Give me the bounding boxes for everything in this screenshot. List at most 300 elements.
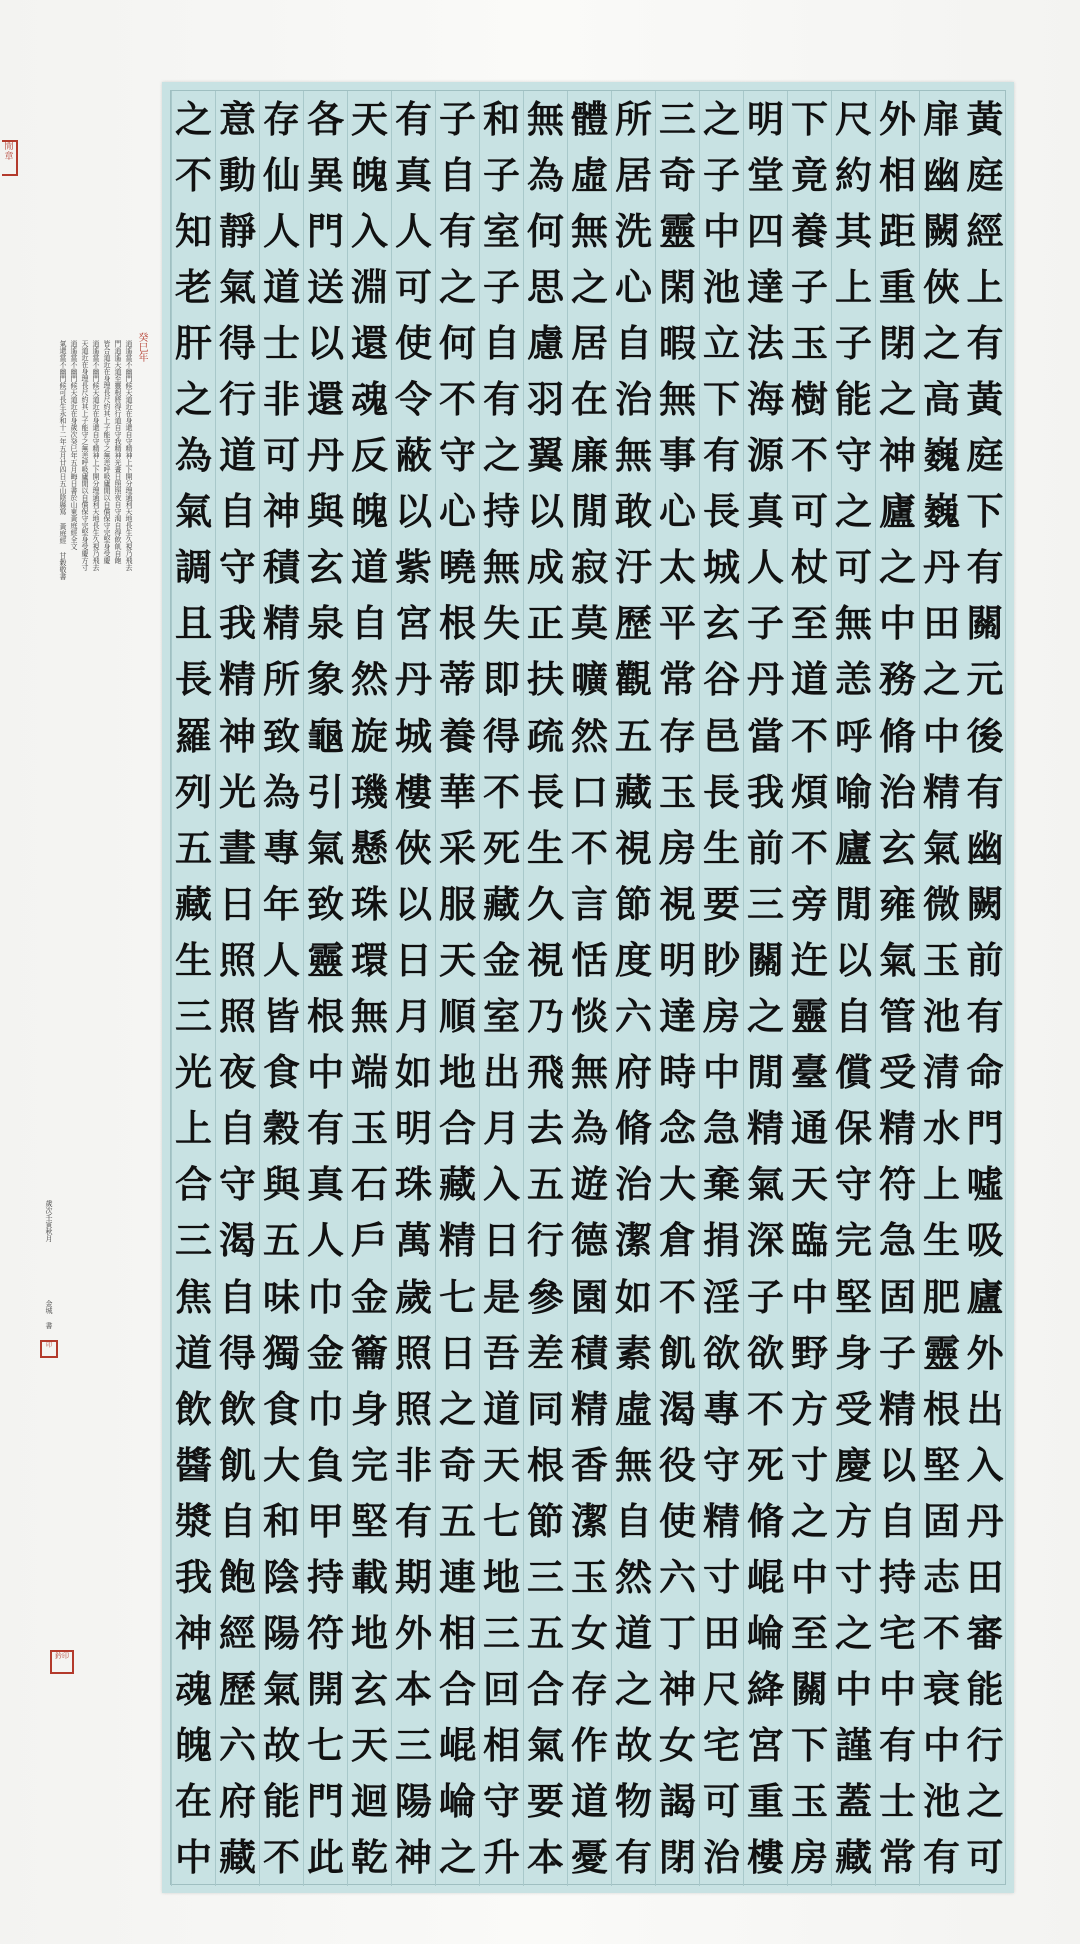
calligraphy-character: 六 bbox=[615, 994, 652, 1039]
calligraphy-character: 中 bbox=[791, 1554, 828, 1599]
calligraphy-character: 丹 bbox=[966, 1498, 1004, 1543]
calligraphy-character: 持 bbox=[483, 489, 520, 534]
calligraphy-character: 經 bbox=[219, 1611, 256, 1656]
calligraphy-character: 自 bbox=[879, 1498, 916, 1543]
calligraphy-character: 然 bbox=[615, 1554, 652, 1599]
calligraphy-character: 相 bbox=[879, 152, 916, 197]
calligraphy-character: 有 bbox=[966, 994, 1004, 1039]
calligraphy-character: 自 bbox=[219, 1274, 256, 1319]
calligraphy-character: 恬 bbox=[571, 937, 608, 982]
calligraphy-character: 三 bbox=[747, 881, 784, 926]
calligraphy-character: 丁 bbox=[659, 1611, 696, 1656]
calligraphy-character: 中 bbox=[835, 1667, 872, 1712]
calligraphy-character: 中 bbox=[703, 208, 740, 253]
calligraphy-character: 之 bbox=[439, 1835, 476, 1880]
calligraphy-character: 要 bbox=[703, 881, 740, 926]
calligraphy-character: 氣 bbox=[527, 1723, 564, 1768]
calligraphy-character: 方 bbox=[835, 1498, 872, 1543]
inscription-seal: 印 bbox=[40, 1340, 58, 1358]
calligraphy-character: 之 bbox=[835, 489, 872, 534]
calligraphy-character: 蒂 bbox=[439, 657, 476, 702]
calligraphy-character: 士 bbox=[263, 320, 300, 365]
calligraphy-character: 廬 bbox=[966, 1274, 1004, 1319]
calligraphy-character: 守 bbox=[219, 1162, 256, 1207]
calligraphy-character: 藏 bbox=[615, 769, 652, 814]
inscription-line: 門逍遙天道至靈根將得行道自守我精神光晝日照照夜自守渴自得飲飢自飽 bbox=[114, 340, 122, 564]
calligraphy-character: 自 bbox=[351, 601, 388, 646]
calligraphy-character: 有 bbox=[439, 208, 476, 253]
calligraphy-character: 夜 bbox=[219, 1050, 256, 1095]
calligraphy-character: 還 bbox=[351, 320, 388, 365]
calligraphy-character: 靈 bbox=[659, 208, 696, 253]
calligraphy-character: 閉 bbox=[659, 1835, 696, 1880]
calligraphy-character: 年 bbox=[263, 881, 300, 926]
calligraphy-character: 非 bbox=[263, 377, 300, 422]
calligraphy-character: 念 bbox=[659, 1106, 696, 1151]
calligraphy-character: 魄 bbox=[351, 152, 388, 197]
calligraphy-character: 神 bbox=[879, 433, 916, 478]
calligraphy-character: 生 bbox=[527, 825, 564, 870]
calligraphy-character: 自 bbox=[615, 320, 652, 365]
calligraphy-character: 反 bbox=[351, 433, 388, 478]
calligraphy-character: 無 bbox=[571, 1050, 608, 1095]
calligraphy-character: 迴 bbox=[351, 1779, 388, 1824]
calligraphy-character: 得 bbox=[219, 320, 256, 365]
calligraphy-character: 死 bbox=[747, 1442, 784, 1487]
calligraphy-character: 守 bbox=[219, 545, 256, 590]
calligraphy-character: 尺 bbox=[835, 96, 872, 141]
calligraphy-character: 和 bbox=[483, 96, 520, 141]
calligraphy-character: 龜 bbox=[307, 713, 344, 758]
calligraphy-character: 天 bbox=[791, 1162, 828, 1207]
calligraphy-character: 玄 bbox=[879, 825, 916, 870]
calligraphy-character: 呼 bbox=[835, 713, 872, 758]
calligraphy-character: 有 bbox=[395, 96, 432, 141]
calligraphy-character: 子 bbox=[791, 264, 828, 309]
calligraphy-character: 可 bbox=[703, 1779, 740, 1824]
calligraphy-character: 固 bbox=[923, 1498, 960, 1543]
calligraphy-character: 黃 bbox=[966, 377, 1004, 422]
calligraphy-character: 淵 bbox=[351, 264, 388, 309]
calligraphy-character: 俠 bbox=[395, 825, 432, 870]
calligraphy-character: 旋 bbox=[351, 713, 388, 758]
calligraphy-character: 出 bbox=[966, 1386, 1004, 1431]
calligraphy-character: 在 bbox=[571, 377, 608, 422]
calligraphy-character: 明 bbox=[747, 96, 784, 141]
calligraphy-column bbox=[919, 91, 963, 1886]
calligraphy-character: 邑 bbox=[703, 713, 740, 758]
calligraphy-character: 堅 bbox=[351, 1498, 388, 1543]
calligraphy-character: 俠 bbox=[923, 264, 960, 309]
calligraphy-character: 藏 bbox=[483, 881, 520, 926]
calligraphy-character: 眇 bbox=[703, 937, 740, 982]
calligraphy-character: 噓 bbox=[966, 1162, 1004, 1207]
calligraphy-character: 中 bbox=[879, 1667, 916, 1712]
calligraphy-column bbox=[479, 91, 523, 1886]
calligraphy-character: 長 bbox=[527, 769, 564, 814]
calligraphy-character: 真 bbox=[395, 152, 432, 197]
calligraphy-character: 乾 bbox=[351, 1835, 388, 1880]
calligraphy-character: 之 bbox=[879, 545, 916, 590]
calligraphy-character: 幽 bbox=[923, 152, 960, 197]
calligraphy-character: 視 bbox=[659, 881, 696, 926]
calligraphy-character: 得 bbox=[219, 1330, 256, 1375]
calligraphy-character: 闕 bbox=[966, 881, 1004, 926]
calligraphy-character: 可 bbox=[395, 264, 432, 309]
calligraphy-character: 穀 bbox=[263, 1106, 300, 1151]
calligraphy-character: 根 bbox=[439, 601, 476, 646]
calligraphy-character: 崐 bbox=[747, 1554, 784, 1599]
calligraphy-character: 得 bbox=[483, 713, 520, 758]
calligraphy-character: 前 bbox=[966, 937, 1004, 982]
calligraphy-character: 乃 bbox=[527, 994, 564, 1039]
calligraphy-character: 意 bbox=[219, 96, 256, 141]
calligraphy-character: 野 bbox=[791, 1330, 828, 1375]
calligraphy-character: 道 bbox=[175, 1330, 212, 1375]
calligraphy-character: 旁 bbox=[791, 881, 828, 926]
calligraphy-character: 肥 bbox=[923, 1274, 960, 1319]
calligraphy-character: 皆 bbox=[263, 994, 300, 1039]
calligraphy-character: 通 bbox=[791, 1106, 828, 1151]
calligraphy-character: 各 bbox=[307, 96, 344, 141]
calligraphy-character: 飽 bbox=[219, 1554, 256, 1599]
calligraphy-character: 陽 bbox=[395, 1779, 432, 1824]
calligraphy-character: 自 bbox=[219, 1498, 256, 1543]
calligraphy-character: 外 bbox=[879, 96, 916, 141]
inscription-line: 皆合道近在身理長尺約其上子能守之無恙呼吸廬閒以自償保守完堅身受慶 bbox=[103, 340, 111, 564]
calligraphy-character: 居 bbox=[615, 152, 652, 197]
calligraphy-character: 閒 bbox=[571, 489, 608, 534]
calligraphy-character: 後 bbox=[966, 713, 1004, 758]
calligraphy-character: 海 bbox=[747, 377, 784, 422]
calligraphy-character: 神 bbox=[263, 489, 300, 534]
calligraphy-character: 何 bbox=[439, 320, 476, 365]
calligraphy-character: 心 bbox=[615, 264, 652, 309]
inscription-line: 氣還當不幽門候可長生永和十二年五月廿四日五山陰縣寫 黃庭經 甘穀敬書 bbox=[59, 340, 67, 580]
calligraphy-character: 節 bbox=[615, 881, 652, 926]
calligraphy-character: 之 bbox=[483, 433, 520, 478]
calligraphy-character: 七 bbox=[439, 1274, 476, 1319]
calligraphy-character: 捐 bbox=[703, 1218, 740, 1263]
calligraphy-character: 六 bbox=[659, 1554, 696, 1599]
calligraphy-character: 使 bbox=[659, 1498, 696, 1543]
calligraphy-character: 天 bbox=[351, 96, 388, 141]
calligraphy-column bbox=[215, 91, 259, 1886]
calligraphy-character: 氣 bbox=[175, 489, 212, 534]
calligraphy-character: 中 bbox=[307, 1050, 344, 1095]
calligraphy-character: 敢 bbox=[615, 489, 652, 534]
calligraphy-character: 醬 bbox=[175, 1442, 212, 1487]
calligraphy-character: 子 bbox=[703, 152, 740, 197]
calligraphy-character: 房 bbox=[791, 1835, 828, 1880]
calligraphy-character: 靈 bbox=[791, 994, 828, 1039]
calligraphy-character: 金 bbox=[351, 1274, 388, 1319]
calligraphy-character: 雍 bbox=[879, 881, 916, 926]
calligraphy-character: 五 bbox=[527, 1611, 564, 1656]
calligraphy-character: 藏 bbox=[175, 881, 212, 926]
calligraphy-character: 思 bbox=[527, 264, 564, 309]
calligraphy-character: 璣 bbox=[351, 769, 388, 814]
calligraphy-character: 送 bbox=[307, 264, 344, 309]
calligraphy-character: 飢 bbox=[659, 1330, 696, 1375]
calligraphy-character: 陰 bbox=[263, 1554, 300, 1599]
calligraphy-character: 道 bbox=[351, 545, 388, 590]
calligraphy-character: 戶 bbox=[351, 1218, 388, 1263]
calligraphy-character: 要 bbox=[527, 1779, 564, 1824]
calligraphy-character: 之 bbox=[923, 657, 960, 702]
calligraphy-character: 寂 bbox=[571, 545, 608, 590]
calligraphy-character: 吾 bbox=[483, 1330, 520, 1375]
calligraphy-character: 久 bbox=[527, 881, 564, 926]
calligraphy-character: 房 bbox=[703, 994, 740, 1039]
calligraphy-character: 生 bbox=[703, 825, 740, 870]
calligraphy-character: 仙 bbox=[263, 152, 300, 197]
calligraphy-character: 守 bbox=[835, 1162, 872, 1207]
calligraphy-character: 居 bbox=[571, 320, 608, 365]
calligraphy-character: 明 bbox=[395, 1106, 432, 1151]
inscription-line: 天道近在身理長尺約其上子能守之無恙呼吸廬閒以自償保守完堅身受慶方寸 bbox=[81, 340, 89, 571]
calligraphy-character: 端 bbox=[351, 1050, 388, 1095]
calligraphy-character: 迕 bbox=[791, 937, 828, 982]
calligraphy-character: 人 bbox=[307, 1218, 344, 1263]
calligraphy-character: 魂 bbox=[351, 377, 388, 422]
calligraphy-character: 珠 bbox=[395, 1162, 432, 1207]
calligraphy-character: 言 bbox=[571, 881, 608, 926]
calligraphy-character: 杖 bbox=[791, 545, 828, 590]
calligraphy-character: 城 bbox=[395, 713, 432, 758]
calligraphy-character: 距 bbox=[879, 208, 916, 253]
calligraphy-character: 五 bbox=[527, 1162, 564, 1207]
inscription-panel bbox=[24, 332, 154, 1350]
calligraphy-character: 入 bbox=[966, 1442, 1004, 1487]
calligraphy-character: 渴 bbox=[219, 1218, 256, 1263]
calligraphy-character: 道 bbox=[615, 1611, 652, 1656]
calligraphy-character: 潔 bbox=[615, 1218, 652, 1263]
calligraphy-column bbox=[875, 91, 919, 1886]
calligraphy-character: 丹 bbox=[923, 545, 960, 590]
calligraphy-character: 身 bbox=[835, 1330, 872, 1375]
calligraphy-character: 有 bbox=[395, 1498, 432, 1543]
calligraphy-character: 其 bbox=[835, 208, 872, 253]
calligraphy-character: 深 bbox=[747, 1218, 784, 1263]
calligraphy-character: 丹 bbox=[307, 433, 344, 478]
calligraphy-character: 行 bbox=[527, 1218, 564, 1263]
calligraphy-character: 疏 bbox=[527, 713, 564, 758]
calligraphy-character: 煩 bbox=[791, 769, 828, 814]
calligraphy-character: 此 bbox=[307, 1835, 344, 1880]
calligraphy-character: 如 bbox=[615, 1274, 652, 1319]
calligraphy-character: 中 bbox=[791, 1274, 828, 1319]
calligraphy-character: 有 bbox=[483, 377, 520, 422]
calligraphy-character: 急 bbox=[703, 1106, 740, 1151]
calligraphy-character: 閒 bbox=[747, 1050, 784, 1095]
calligraphy-character: 道 bbox=[219, 433, 256, 478]
calligraphy-character: 有 bbox=[879, 1723, 916, 1768]
calligraphy-character: 玉 bbox=[351, 1106, 388, 1151]
calligraphy-character: 石 bbox=[351, 1162, 388, 1207]
calligraphy-character: 暇 bbox=[659, 320, 696, 365]
calligraphy-character: 天 bbox=[439, 937, 476, 982]
calligraphy-character: 堅 bbox=[923, 1442, 960, 1487]
calligraphy-character: 精 bbox=[439, 1218, 476, 1263]
calligraphy-character: 巾 bbox=[307, 1274, 344, 1319]
calligraphy-character: 羽 bbox=[527, 377, 564, 422]
calligraphy-character: 珠 bbox=[351, 881, 388, 926]
calligraphy-character: 根 bbox=[923, 1386, 960, 1431]
calligraphy-character: 道 bbox=[483, 1386, 520, 1431]
bottom-left-seal: 鈐印 bbox=[50, 1650, 74, 1674]
calligraphy-character: 大 bbox=[659, 1162, 696, 1207]
calligraphy-character: 池 bbox=[703, 264, 740, 309]
calligraphy-character: 寸 bbox=[835, 1554, 872, 1599]
calligraphy-character: 萬 bbox=[395, 1218, 432, 1263]
calligraphy-character: 中 bbox=[923, 1723, 960, 1768]
calligraphy-character: 人 bbox=[395, 208, 432, 253]
calligraphy-character: 宮 bbox=[395, 601, 432, 646]
calligraphy-character: 作 bbox=[571, 1723, 608, 1768]
calligraphy-character: 華 bbox=[439, 769, 476, 814]
calligraphy-character: 神 bbox=[219, 713, 256, 758]
calligraphy-character: 合 bbox=[175, 1162, 212, 1207]
calligraphy-character: 五 bbox=[439, 1498, 476, 1543]
calligraphy-character: 下 bbox=[791, 1723, 828, 1768]
calligraphy-character: 庭 bbox=[966, 433, 1004, 478]
calligraphy-character: 列 bbox=[175, 769, 212, 814]
calligraphy-character: 環 bbox=[351, 937, 388, 982]
calligraphy-character: 喻 bbox=[835, 769, 872, 814]
calligraphy-character: 潔 bbox=[571, 1498, 608, 1543]
calligraphy-character: 清 bbox=[923, 1050, 960, 1095]
calligraphy-character: 無 bbox=[483, 545, 520, 590]
calligraphy-character: 廉 bbox=[571, 433, 608, 478]
calligraphy-character: 無 bbox=[615, 433, 652, 478]
calligraphy-character: 重 bbox=[879, 264, 916, 309]
calligraphy-character: 志 bbox=[923, 1554, 960, 1599]
calligraphy-character: 地 bbox=[439, 1050, 476, 1095]
calligraphy-character: 日 bbox=[219, 881, 256, 926]
calligraphy-character: 治 bbox=[703, 1835, 740, 1880]
calligraphy-character: 為 bbox=[527, 152, 564, 197]
calligraphy-character: 崘 bbox=[439, 1779, 476, 1824]
calligraphy-character: 長 bbox=[703, 769, 740, 814]
calligraphy-character: 七 bbox=[307, 1723, 344, 1768]
calligraphy-character: 崐 bbox=[439, 1723, 476, 1768]
calligraphy-character: 精 bbox=[747, 1106, 784, 1151]
calligraphy-column bbox=[347, 91, 391, 1886]
calligraphy-character: 三 bbox=[175, 1218, 212, 1263]
calligraphy-character: 月 bbox=[395, 994, 432, 1039]
calligraphy-character: 能 bbox=[835, 377, 872, 422]
calligraphy-character: 自 bbox=[835, 994, 872, 1039]
calligraphy-character: 審 bbox=[966, 1611, 1004, 1656]
calligraphy-character: 開 bbox=[307, 1667, 344, 1712]
calligraphy-character: 回 bbox=[483, 1667, 520, 1712]
calligraphy-character: 明 bbox=[659, 937, 696, 982]
calligraphy-character: 三 bbox=[395, 1723, 432, 1768]
calligraphy-character: 玉 bbox=[791, 1779, 828, 1824]
calligraphy-character: 渴 bbox=[659, 1386, 696, 1431]
top-left-seal-text: 閒章 bbox=[4, 142, 14, 162]
calligraphy-character: 即 bbox=[483, 657, 520, 702]
calligraphy-character: 人 bbox=[747, 545, 784, 590]
calligraphy-character: 地 bbox=[483, 1554, 520, 1599]
calligraphy-character: 惔 bbox=[571, 994, 608, 1039]
calligraphy-character: 神 bbox=[659, 1667, 696, 1712]
calligraphy-character: 命 bbox=[966, 1050, 1004, 1095]
calligraphy-character: 魄 bbox=[175, 1723, 212, 1768]
calligraphy-character: 受 bbox=[879, 1050, 916, 1095]
calligraphy-character: 靈 bbox=[923, 1330, 960, 1375]
calligraphy-character: 能 bbox=[263, 1779, 300, 1824]
calligraphy-character: 時 bbox=[659, 1050, 696, 1095]
calligraphy-character: 知 bbox=[175, 208, 212, 253]
calligraphy-character: 節 bbox=[527, 1498, 564, 1543]
calligraphy-character: 謁 bbox=[659, 1779, 696, 1824]
calligraphy-character: 大 bbox=[263, 1442, 300, 1487]
calligraphy-character: 女 bbox=[659, 1723, 696, 1768]
calligraphy-column bbox=[303, 91, 347, 1886]
calligraphy-character: 謹 bbox=[835, 1723, 872, 1768]
calligraphy-character: 中 bbox=[879, 601, 916, 646]
calligraphy-character: 償 bbox=[835, 1050, 872, 1095]
calligraphy-character: 味 bbox=[263, 1274, 300, 1319]
calligraphy-character: 不 bbox=[483, 769, 520, 814]
calligraphy-character: 生 bbox=[923, 1218, 960, 1263]
calligraphy-character: 之 bbox=[175, 96, 212, 141]
calligraphy-character: 室 bbox=[483, 208, 520, 253]
calligraphy-character: 為 bbox=[571, 1106, 608, 1151]
calligraphy-character: 玉 bbox=[923, 937, 960, 982]
calligraphy-character: 德 bbox=[571, 1218, 608, 1263]
calligraphy-character: 專 bbox=[263, 825, 300, 870]
calligraphy-character: 閑 bbox=[659, 264, 696, 309]
calligraphy-character: 守 bbox=[835, 433, 872, 478]
calligraphy-character: 飛 bbox=[527, 1050, 564, 1095]
calligraphy-character: 為 bbox=[175, 433, 212, 478]
calligraphy-character: 食 bbox=[263, 1386, 300, 1431]
calligraphy-sheet bbox=[162, 82, 1014, 1893]
calligraphy-character: 之 bbox=[615, 1667, 652, 1712]
calligraphy-character: 食 bbox=[263, 1050, 300, 1095]
calligraphy-character: 視 bbox=[527, 937, 564, 982]
calligraphy-character: 身 bbox=[351, 1386, 388, 1431]
calligraphy-character: 無 bbox=[615, 1442, 652, 1487]
calligraphy-character: 差 bbox=[527, 1330, 564, 1375]
calligraphy-grid bbox=[170, 90, 1006, 1885]
calligraphy-character: 月 bbox=[483, 1106, 520, 1151]
calligraphy-character: 持 bbox=[879, 1554, 916, 1599]
calligraphy-character: 符 bbox=[307, 1611, 344, 1656]
calligraphy-character: 府 bbox=[219, 1779, 256, 1824]
calligraphy-character: 可 bbox=[791, 489, 828, 534]
calligraphy-character: 下 bbox=[791, 96, 828, 141]
calligraphy-character: 然 bbox=[571, 713, 608, 758]
calligraphy-character: 之 bbox=[879, 377, 916, 422]
calligraphy-character: 不 bbox=[263, 1835, 300, 1880]
calligraphy-character: 可 bbox=[263, 433, 300, 478]
calligraphy-column bbox=[831, 91, 875, 1886]
calligraphy-character: 玉 bbox=[571, 1554, 608, 1599]
inscription-line: 逍遙當不幽門候天道近在身還自守精神上下開分理通利天地長生久視乃飛去 bbox=[92, 340, 100, 571]
calligraphy-character: 以 bbox=[395, 881, 432, 926]
calligraphy-character: 魂 bbox=[175, 1667, 212, 1712]
inscription-line: 逍遙當不幽門候天道近在身歲次癸巳年五月晦日書於山東黃庭經全文 bbox=[70, 340, 78, 550]
calligraphy-character: 脩 bbox=[615, 1106, 652, 1151]
calligraphy-character: 玄 bbox=[307, 545, 344, 590]
calligraphy-character: 臨 bbox=[791, 1218, 828, 1263]
calligraphy-character: 玉 bbox=[791, 320, 828, 365]
calligraphy-character: 田 bbox=[966, 1554, 1004, 1599]
